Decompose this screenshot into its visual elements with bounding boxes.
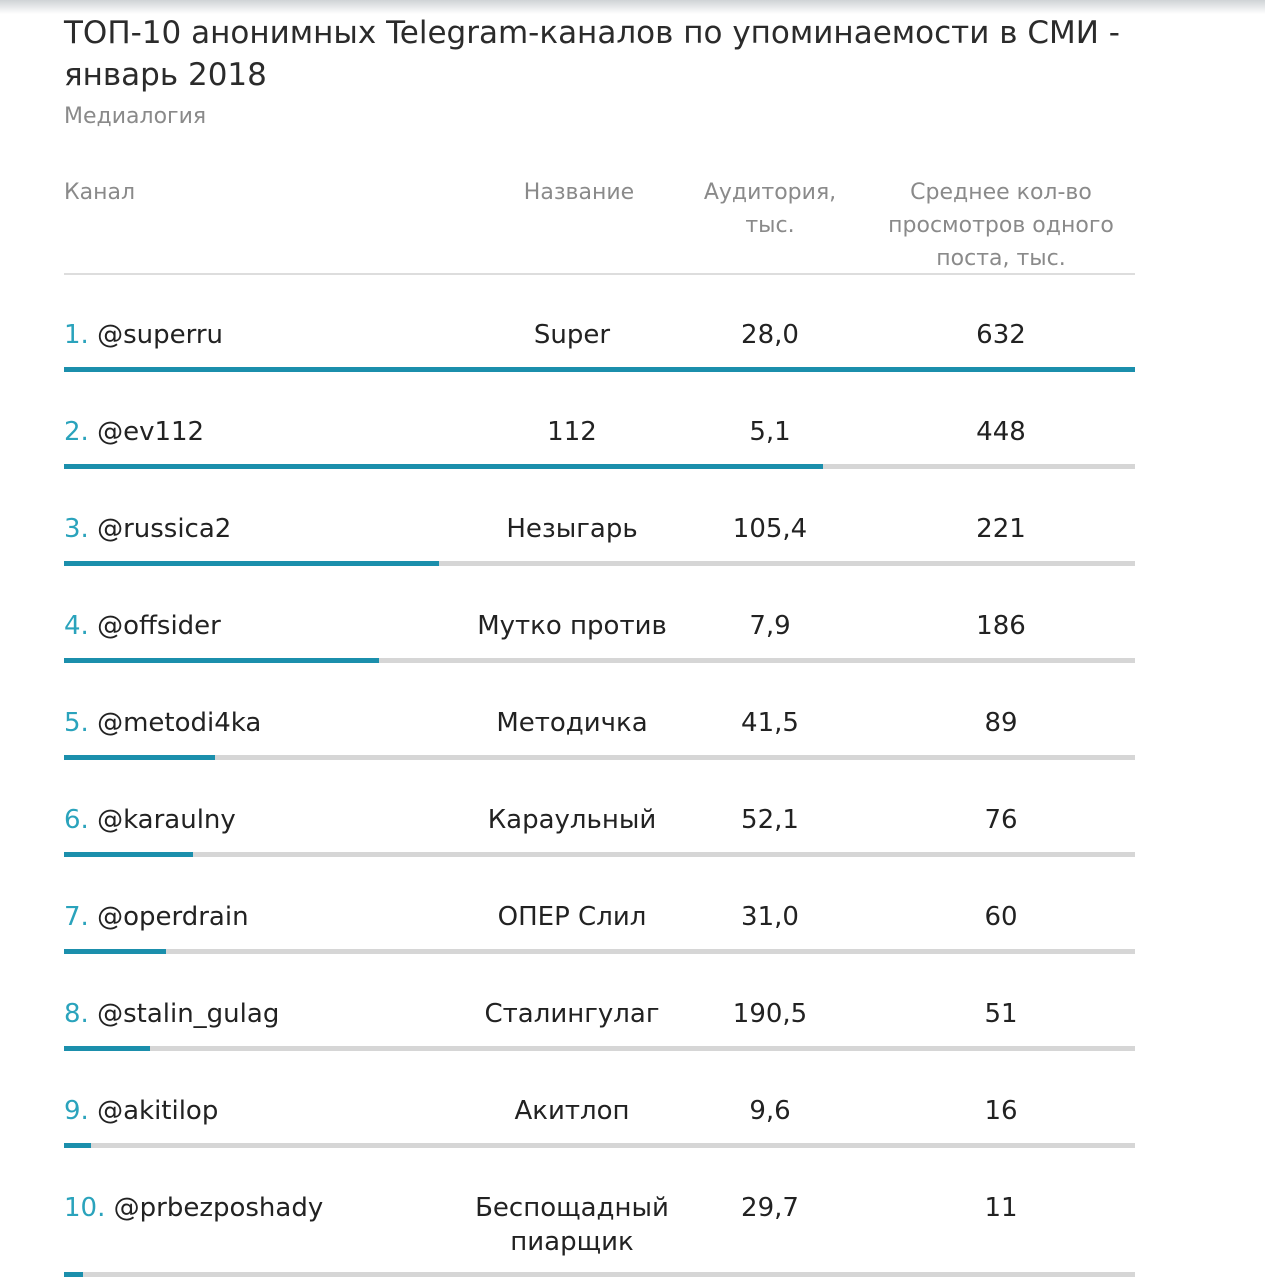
rank-number: 6. [64,805,89,835]
channel-name: Super [533,320,611,350]
rank-number: 2. [64,417,89,447]
channel-cell [64,318,223,352]
rank-number: 3. [64,514,89,544]
rank-number: 5. [64,708,89,738]
bar [64,658,379,663]
rank-number: 10. [64,1193,106,1223]
channel-name: Караульный [487,805,657,835]
bar [64,1272,83,1277]
bar-track [64,658,1135,663]
views-value: 76 [984,805,1018,835]
views-value: 632 [976,320,1026,350]
header-divider [64,273,1135,275]
chart-title: ТОП-10 анонимных Telegram-каналов по упоминаемости в СМИ - январь 2018 [64,15,1120,93]
audience-value: 5,1 [749,417,791,447]
bar-track [64,949,1135,954]
channel-cell [64,415,204,449]
channel-handle: @ev112 [97,417,205,447]
bar-track [64,1143,1135,1148]
rank-number: 4. [64,611,89,641]
channel-cell [64,512,231,546]
views-value: 11 [984,1193,1018,1223]
channel-name: Мутко против [477,611,667,641]
bar [64,1046,150,1051]
bar [64,755,215,760]
channel-name: ОПЕР Слил [497,902,647,932]
rank-number: 1. [64,320,89,350]
bar-track [64,1046,1135,1051]
header-audience: Аудитория, тыс. [703,180,837,238]
audience-value: 31,0 [741,902,799,932]
channel-handle: @russica2 [97,514,232,544]
bar-track [64,367,1135,372]
channel-cell [64,997,279,1031]
audience-value: 52,1 [741,805,799,835]
bar [64,949,166,954]
views-value: 186 [976,611,1026,641]
bar-track [64,755,1135,760]
rank-number: 8. [64,999,89,1029]
channel-handle: @prbezposhady [113,1193,324,1223]
channel-cell [64,1094,218,1128]
bar [64,561,439,566]
audience-value: 105,4 [732,514,808,544]
bar-track [64,561,1135,566]
rank-number: 9. [64,1096,89,1126]
views-value: 60 [984,902,1018,932]
bar [64,852,193,857]
chart-subtitle: Медиалогия [64,104,207,129]
channel-handle: @superru [97,320,224,350]
views-value: 51 [984,999,1018,1029]
audience-value: 190,5 [732,999,808,1029]
channel-handle: @akitilop [97,1096,219,1126]
header-name: Название [523,180,635,205]
bar [64,367,1135,372]
views-value: 448 [976,417,1026,447]
channel-cell [64,900,249,934]
channel-name: Беспощадный пиарщик [475,1193,669,1257]
audience-value: 28,0 [741,320,799,350]
channel-handle: @stalin_gulag [97,999,280,1029]
audience-value: 29,7 [741,1193,799,1223]
bar [64,464,823,469]
views-value: 89 [984,708,1018,738]
audience-value: 41,5 [741,708,799,738]
header-views: Среднее кол-во просмотров одного поста, тыс. [888,180,1114,271]
bar-track [64,1272,1135,1277]
channel-handle: @operdrain [97,902,249,932]
views-value: 16 [984,1096,1018,1126]
bar [64,1143,91,1148]
channel-name: Незыгарь [506,514,638,544]
channel-handle: @metodi4ka [97,708,262,738]
bar-track [64,464,1135,469]
bar-track [64,852,1135,857]
channel-cell [64,803,236,837]
channel-name: Методичка [496,708,648,738]
rank-number: 7. [64,902,89,932]
audience-value: 9,6 [749,1096,791,1126]
audience-value: 7,9 [749,611,791,641]
channel-name: Акитлоп [514,1096,630,1126]
channel-cell [64,706,261,740]
channel-handle: @offsider [97,611,221,641]
views-value: 221 [976,514,1026,544]
channel-name: Сталингулаг [484,999,660,1029]
channel-cell [64,1191,323,1225]
channel-name: 112 [547,417,597,447]
channel-cell [64,609,221,643]
header-channel: Канал [64,180,136,205]
channel-handle: @karaulny [97,805,236,835]
